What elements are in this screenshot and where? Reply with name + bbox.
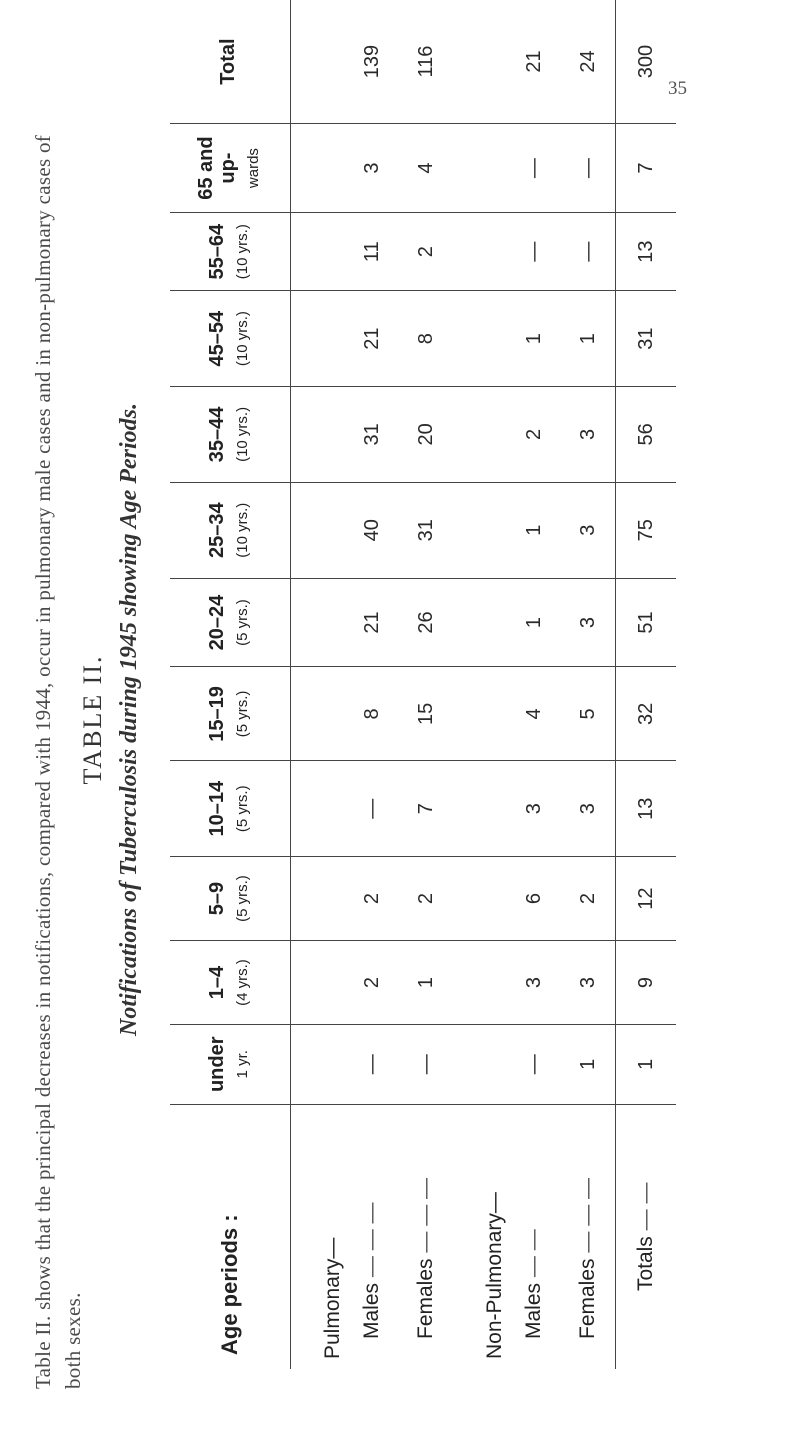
cell: 1	[561, 1024, 616, 1104]
cell: 2	[399, 213, 453, 291]
cell: 7	[616, 124, 677, 213]
cell: 4	[399, 124, 453, 213]
leader-dashes: — —	[522, 1229, 545, 1278]
page-number: 35	[668, 78, 687, 99]
cell: 11	[345, 213, 399, 291]
col-sub: (5 yrs.)	[234, 599, 251, 646]
nonpulmonary-group-label: Non-Pulmonary—	[483, 1192, 506, 1359]
col-sub: (5 yrs.)	[234, 875, 251, 922]
table-label: TABLE II.	[78, 654, 107, 785]
cell-total: 116	[399, 0, 453, 124]
empty-cell	[291, 213, 346, 291]
cell: —	[507, 213, 561, 291]
cell: 31	[345, 387, 399, 483]
col-label: 55–64	[206, 223, 228, 280]
col-label: under	[206, 1036, 228, 1093]
cell: 15	[399, 667, 453, 761]
cell: 2	[399, 857, 453, 941]
cell: 4	[507, 667, 561, 761]
empty-cell	[291, 857, 346, 941]
empty-cell	[291, 667, 346, 761]
cell: 20	[399, 387, 453, 483]
table-row-pulmonary-males	[345, 0, 399, 1369]
cell: 1	[561, 291, 616, 387]
col-sub: (5 yrs.)	[234, 785, 251, 833]
empty-cell	[453, 578, 507, 667]
col-label: 20–24	[206, 594, 228, 651]
col-sub: (4 yrs.)	[234, 959, 251, 1006]
empty-cell	[291, 0, 346, 124]
cell: 3	[561, 578, 616, 667]
cell: 1	[507, 482, 561, 578]
age-periods-label: Age periods :	[170, 1104, 291, 1369]
col-sub: (10 yrs.)	[234, 502, 251, 558]
col-label: 5–9	[206, 881, 228, 916]
empty-cell	[291, 291, 346, 387]
table-row-nonpulmonary-females	[561, 0, 616, 1369]
col-header-20-24	[170, 578, 291, 667]
cell: 13	[616, 761, 677, 857]
cell: 3	[561, 941, 616, 1025]
col-sub: (5 yrs.)	[234, 690, 251, 738]
row-label-cell	[616, 1104, 677, 1369]
empty-cell	[291, 578, 346, 667]
cell: 2	[345, 941, 399, 1025]
empty-cell	[453, 124, 507, 213]
col-label: 35–44	[206, 406, 228, 463]
col-label: 65 and up-	[195, 136, 239, 200]
col-header-1-4	[170, 941, 291, 1025]
cell-total: 21	[507, 0, 561, 124]
col-label: 25–34	[206, 502, 228, 558]
cell: 5	[561, 667, 616, 761]
leader-dashes: — — —	[360, 1202, 383, 1278]
col-header-65-up	[170, 124, 291, 213]
col-header-25-34	[170, 482, 291, 578]
empty-cell	[453, 857, 507, 941]
col-label: 15–19	[206, 686, 228, 742]
row-label-cell	[561, 1104, 616, 1369]
cell: —	[507, 1024, 561, 1104]
nonpulmonary-group-row	[453, 0, 507, 1369]
empty-cell	[453, 667, 507, 761]
empty-cell	[453, 761, 507, 857]
cell: 75	[616, 482, 677, 578]
row-label: Males	[522, 1282, 545, 1339]
row-label: Males	[360, 1282, 383, 1339]
cell: —	[561, 124, 616, 213]
empty-cell	[291, 482, 346, 578]
empty-cell	[291, 1024, 346, 1104]
empty-cell	[453, 291, 507, 387]
cell: 1	[616, 1024, 677, 1104]
empty-cell	[453, 1024, 507, 1104]
cell: 32	[616, 667, 677, 761]
cell: 21	[345, 578, 399, 667]
cell: 8	[345, 667, 399, 761]
row-label: Totals	[634, 1236, 657, 1292]
cell: 3	[507, 941, 561, 1025]
leader-dashes: — —	[634, 1182, 657, 1231]
cell: 1	[399, 941, 453, 1025]
col-header-under-1	[170, 1024, 291, 1104]
cell: 6	[507, 857, 561, 941]
col-label: 45–54	[206, 310, 228, 367]
cell: 3	[561, 761, 616, 857]
row-label: Females	[576, 1258, 599, 1339]
cell: —	[561, 213, 616, 291]
empty-cell	[291, 387, 346, 483]
intro-paragraph: Table II. shows that the principal decreases in notifications, compared with 1944, occur in pulmonary male cases and in non-pulmonary cases of both sexes.	[31, 134, 85, 1389]
col-label: Total	[217, 38, 239, 85]
notifications-table	[170, 0, 676, 1369]
cell: 13	[616, 213, 677, 291]
cell: 12	[616, 857, 677, 941]
cell: 51	[616, 578, 677, 667]
cell: 1	[507, 578, 561, 667]
row-label-cell	[399, 1104, 453, 1369]
cell: —	[345, 761, 399, 857]
cell-total: 24	[561, 0, 616, 124]
col-header-5-9	[170, 857, 291, 941]
cell: 31	[399, 482, 453, 578]
cell: 3	[345, 124, 399, 213]
empty-cell	[453, 0, 507, 124]
table-row-totals	[616, 0, 677, 1369]
cell: 31	[616, 291, 677, 387]
empty-cell	[453, 213, 507, 291]
col-header-55-64	[170, 213, 291, 291]
empty-cell	[453, 941, 507, 1025]
cell: 21	[345, 291, 399, 387]
col-sub: (10 yrs.)	[234, 224, 251, 280]
col-label: 10–14	[206, 780, 228, 837]
cell: 1	[507, 291, 561, 387]
leader-dashes: — — —	[576, 1177, 599, 1253]
col-sub: (10 yrs.)	[234, 406, 251, 462]
pulmonary-group-label: Pulmonary—	[321, 1237, 344, 1359]
pulmonary-group-row	[291, 0, 346, 1369]
col-header-15-19	[170, 667, 291, 761]
empty-cell	[291, 941, 346, 1025]
empty-cell	[291, 124, 346, 213]
empty-cell	[291, 761, 346, 857]
cell: 3	[561, 387, 616, 483]
cell: 9	[616, 941, 677, 1025]
cell-total: 139	[345, 0, 399, 124]
leader-dashes: — — —	[414, 1177, 437, 1253]
header-row	[170, 0, 291, 1369]
table-subtitle: Notifications of Tuberculosis during 1945 showing Age Periods.	[116, 403, 142, 1036]
cell: 40	[345, 482, 399, 578]
col-header-35-44	[170, 387, 291, 483]
cell: 26	[399, 578, 453, 667]
row-label: Females	[414, 1258, 437, 1339]
table-row-nonpulmonary-males	[507, 0, 561, 1369]
empty-cell	[453, 482, 507, 578]
row-label-cell	[345, 1104, 399, 1369]
empty-cell	[453, 387, 507, 483]
cell: 2	[507, 387, 561, 483]
cell: 2	[345, 857, 399, 941]
cell: 8	[399, 291, 453, 387]
cell: 3	[507, 761, 561, 857]
cell: 7	[399, 761, 453, 857]
cell-total: 300	[616, 0, 677, 124]
col-header-45-54	[170, 291, 291, 387]
row-label-cell	[507, 1104, 561, 1369]
col-label: 1–4	[206, 965, 228, 1000]
cell: —	[399, 1024, 453, 1104]
table-row-pulmonary-females	[399, 0, 453, 1369]
cell: —	[345, 1024, 399, 1104]
cell: 56	[616, 387, 677, 483]
col-sub: 1 yr.	[234, 1050, 251, 1079]
col-sub: wards	[245, 148, 262, 189]
col-header-total	[170, 0, 291, 124]
cell: 3	[561, 482, 616, 578]
col-header-10-14	[170, 761, 291, 857]
cell: —	[507, 124, 561, 213]
col-sub: (10 yrs.)	[234, 311, 251, 367]
cell: 2	[561, 857, 616, 941]
